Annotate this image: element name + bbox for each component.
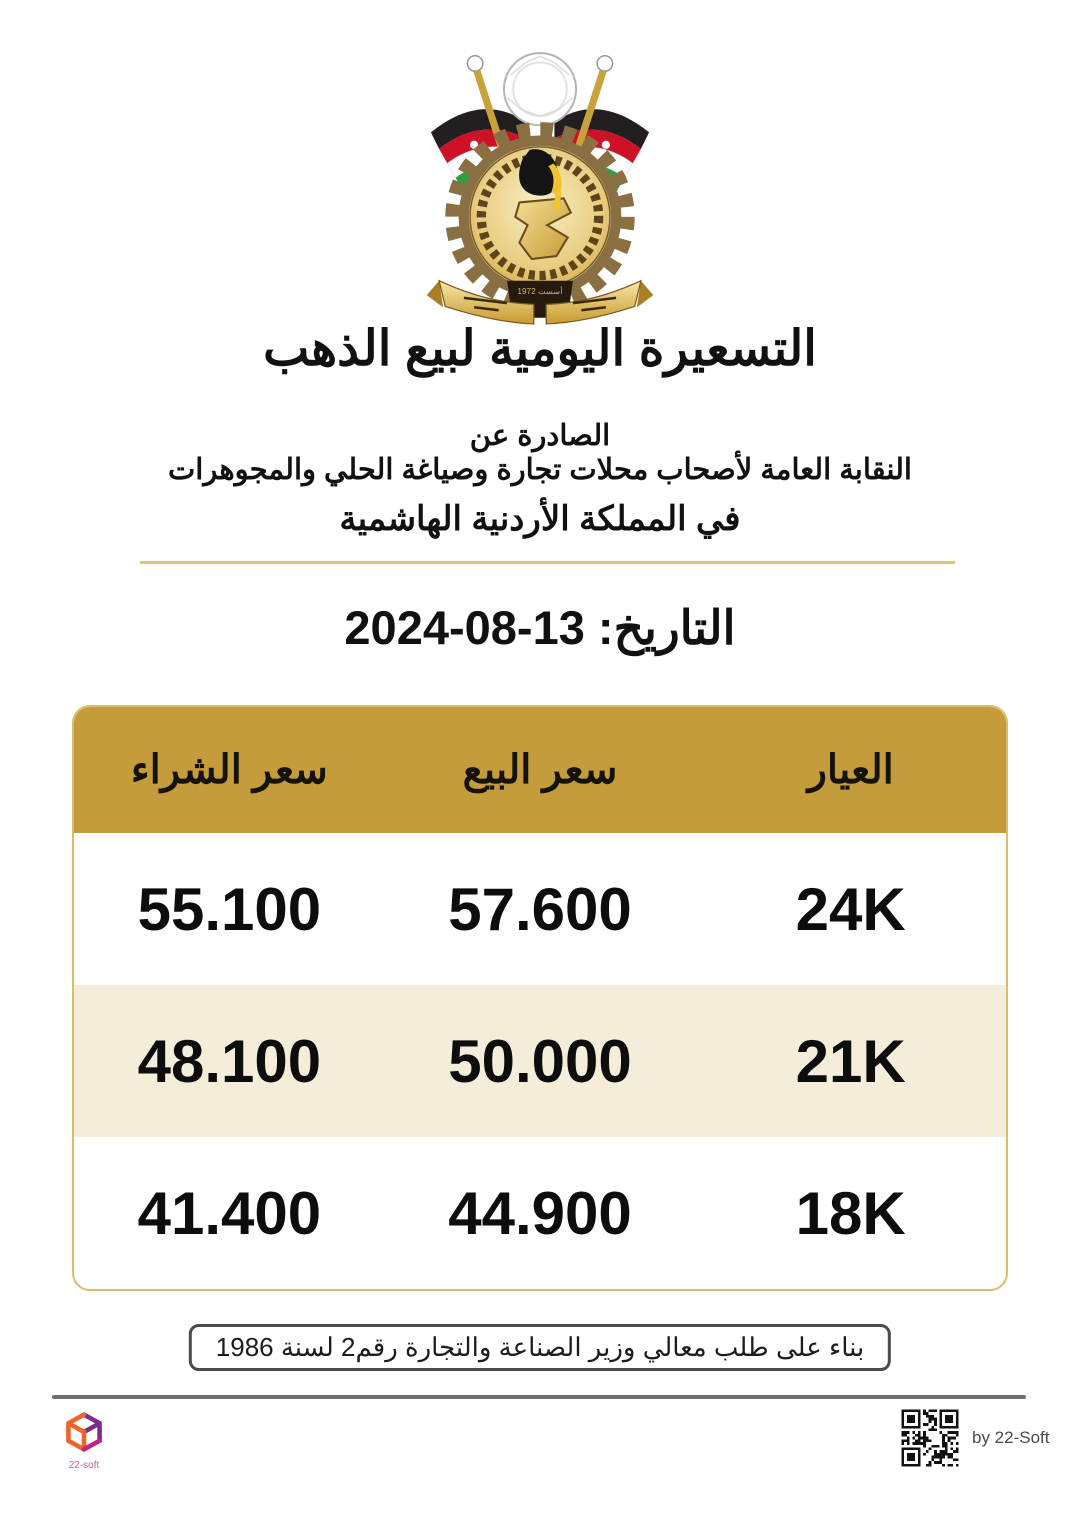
emblem-icon bbox=[415, 48, 665, 326]
page-title: التسعيرة اليومية لبيع الذهب bbox=[263, 322, 817, 376]
karat-value: 24K bbox=[795, 875, 906, 943]
brand-label: 22-soft bbox=[68, 1460, 100, 1471]
sell-price-value: 57.600 bbox=[448, 875, 632, 943]
globe-icon bbox=[504, 53, 576, 125]
gold-divider bbox=[140, 561, 955, 564]
sell-price-value: 44.900 bbox=[448, 1179, 632, 1247]
gold-price-table bbox=[72, 705, 1008, 1291]
table-row-21k bbox=[74, 985, 1006, 1137]
karat-value: 21K bbox=[795, 1027, 906, 1095]
issuer-name: النقابة العامة لأصحاب محلات تجارة وصياغة الحلي والمجوهرات bbox=[167, 454, 912, 486]
sell-price-value: 50.000 bbox=[448, 1027, 632, 1095]
buy-price-value: 55.100 bbox=[137, 875, 322, 943]
brand-block bbox=[52, 1410, 116, 1471]
legal-footnote: بناء على طلب معالي وزير الصناعة والتجارة رقم2 لسنة 1986 bbox=[189, 1324, 891, 1371]
syndicate-emblem-logo bbox=[415, 48, 665, 326]
credit-text: by 22-Soft bbox=[972, 1428, 1050, 1447]
established-text: أسست 1972 bbox=[517, 287, 563, 297]
credit-block bbox=[896, 1404, 1050, 1472]
column-header-sell-price: سعر البيع bbox=[462, 748, 618, 792]
qr-code-icon bbox=[896, 1404, 964, 1472]
table-row-24k bbox=[74, 833, 1006, 985]
column-header-buy-price: سعر الشراء bbox=[130, 748, 328, 792]
footer-divider bbox=[52, 1395, 1026, 1399]
buy-price-value: 41.400 bbox=[137, 1179, 322, 1247]
table-header-row bbox=[74, 707, 1006, 833]
issued-by-label: الصادرة عن bbox=[469, 420, 611, 452]
table-row-18k bbox=[74, 1137, 1006, 1289]
karat-value: 18K bbox=[795, 1179, 906, 1247]
date-line: التاريخ: 13-08-2024 bbox=[344, 601, 736, 654]
buy-price-value: 48.100 bbox=[137, 1027, 322, 1095]
cube-logo-icon bbox=[62, 1410, 106, 1454]
kingdom-line: في المملكة الأردنية الهاشمية bbox=[339, 500, 741, 538]
column-header-karat: العيار bbox=[807, 748, 894, 792]
